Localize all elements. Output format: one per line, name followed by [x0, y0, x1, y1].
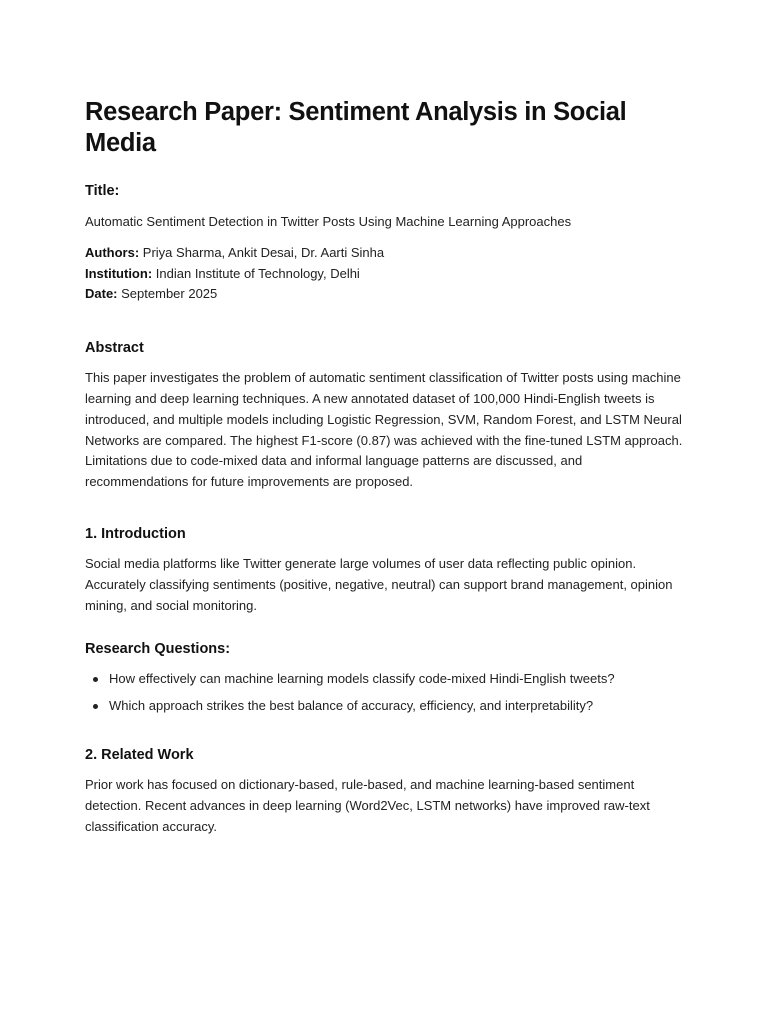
paper-metadata: [85, 243, 683, 305]
institution-label: Institution:: [85, 265, 153, 281]
introduction-heading: 1. Introduction: [85, 525, 186, 542]
related-work-text: Prior work has focused on dictionary-based, rule-based, and machine learning-based sentiment detection. Recent advances in deep learning (Word2Vec, LSTM networks) have improved raw-text classification accuracy.: [85, 776, 650, 834]
bullet-icon: [93, 677, 98, 682]
institution-line: [85, 264, 683, 285]
bullet-icon: [93, 704, 98, 709]
research-question-text: How effectively can machine learning models classify code-mixed Hindi-English tweets?: [109, 671, 615, 687]
list-item: [85, 669, 683, 690]
date-label: Date:: [85, 286, 118, 302]
research-questions-list: [85, 669, 683, 717]
page-title: Research Paper: Sentiment Analysis in Social Media: [85, 98, 627, 157]
paper-title-text: Automatic Sentiment Detection in Twitter Posts Using Machine Learning Approaches: [85, 214, 572, 229]
authors-value: Priya Sharma, Ankit Desai, Dr. Aarti Sinha: [142, 244, 385, 260]
authors-line: [85, 243, 683, 264]
research-question-text: Which approach strikes the best balance of accuracy, efficiency, and interpretability?: [109, 698, 594, 714]
institution-value: Indian Institute of Technology, Delhi: [155, 265, 360, 281]
date-line: [85, 284, 683, 305]
research-questions-heading: Research Questions:: [85, 641, 231, 658]
list-item: [85, 696, 683, 717]
related-work-heading: 2. Related Work: [85, 746, 194, 763]
date-value: September 2025: [121, 286, 218, 302]
introduction-text: Social media platforms like Twitter generate large volumes of user data reflecting public opinion. Accurately classifying sentiments (positive, negative, neutral) can support brand management, opinion mining, and social monitoring.: [85, 555, 673, 613]
authors-label: Authors:: [85, 244, 140, 260]
title-section-heading: Title:: [85, 183, 120, 199]
abstract-heading: Abstract: [85, 340, 144, 357]
abstract-text: This paper investigates the problem of automatic sentiment classification of Twitter posts using machine learning and deep learning techniques. A new annotated dataset of 100,000 Hindi-English tweets is introduced, and multiple models including Logistic Regression, SVM, Random Forest, and LSTM Neural Networks are compared. The highest F1-score (0.87) was achieved with the fine-tuned LSTM approach. Limitations due to code-mixed data and informal language patterns are discussed, and recommendations for future improvements are proposed.: [85, 370, 683, 490]
